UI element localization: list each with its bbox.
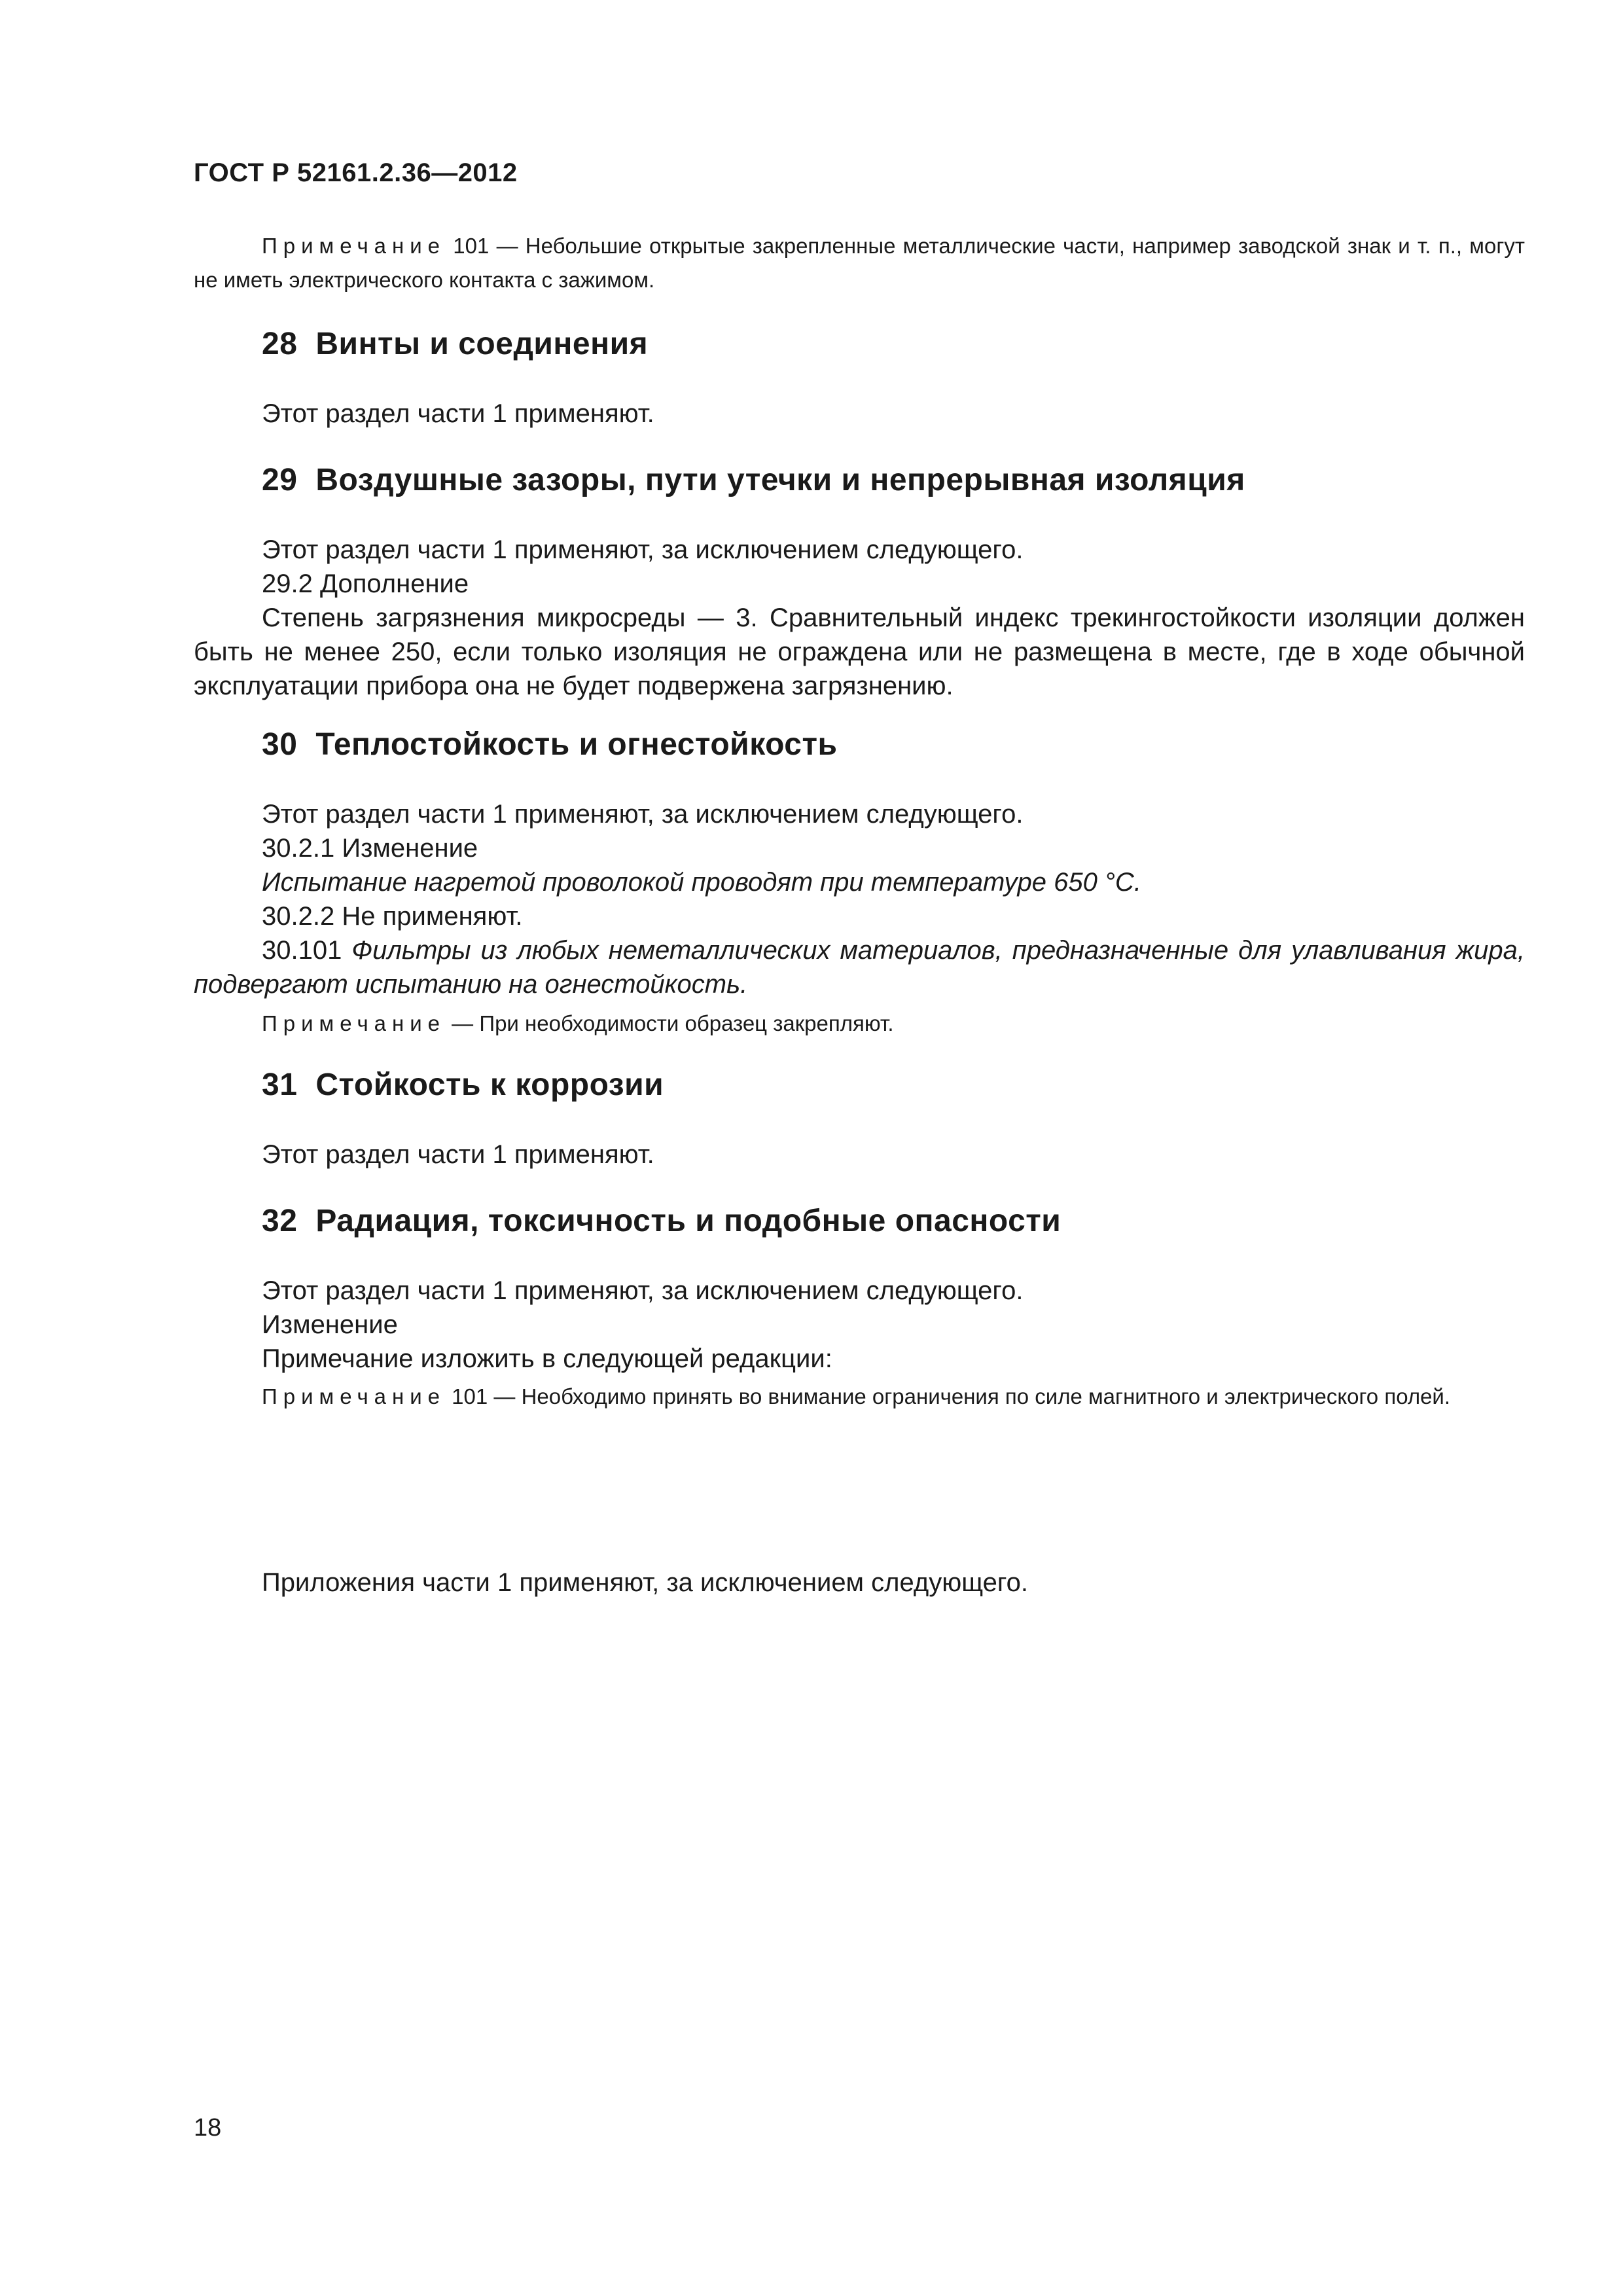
section-number: 30 [262, 727, 298, 762]
appendix-statement: Приложения части 1 применяют, за исключением следующего. [262, 1568, 1028, 1597]
section-32-heading [262, 1203, 1061, 1239]
top-note [194, 229, 1525, 297]
section-30-line-3: Испытание нагретой проволокой проводят при температуре 650 °С. [262, 868, 1141, 897]
note-label: Примечание [262, 234, 446, 258]
note-text: 101 — Необходимо принять во внимание ограничения по силе магнитного и электрического полей. [446, 1384, 1451, 1408]
section-number: 31 [262, 1067, 298, 1102]
section-29-heading [262, 462, 1245, 498]
section-number: 32 [262, 1204, 298, 1238]
note-text: — При необходимости образец закрепляют. [446, 1011, 894, 1035]
section-number: 28 [262, 327, 298, 361]
section-30-line-1: Этот раздел части 1 применяют, за исключением следующего. [262, 800, 1024, 829]
section-29-line-2: 29.2 Дополнение [262, 569, 469, 598]
section-32-note [194, 1380, 1525, 1414]
section-30-line-4: 30.2.2 Не применяют. [262, 902, 523, 931]
section-29-paragraph: Степень загрязнения микросреды — 3. Сравнительный индекс трекингостойкости изоляции должен быть не менее 250, если только изоляция не ограждена или не размещена в месте, где в ходе обычной эксплуатации прибора она не будет подвержена загрязнению. [194, 603, 1525, 700]
section-31-heading [262, 1067, 664, 1103]
section-title: Стойкость к коррозии [315, 1067, 664, 1102]
section-title: Воздушные зазоры, пути утечки и непрерывная изоляция [315, 463, 1245, 497]
section-29-line-1: Этот раздел части 1 применяют, за исключением следующего. [262, 535, 1024, 564]
section-32-line-2: Изменение [262, 1310, 398, 1339]
document-code: ГОСТ Р 52161.2.36—2012 [194, 158, 518, 187]
section-30-heading [262, 726, 837, 762]
note-label: Примечание [262, 1011, 446, 1035]
note-label: Примечание [262, 1384, 446, 1408]
section-28-text: Этот раздел части 1 применяют. [262, 399, 654, 428]
note-text: 101 — Небольшие открытые закрепленные металлические части, например заводской знак и т. п., могут не иметь электрического контакта с зажимом. [194, 234, 1525, 292]
section-31-text: Этот раздел части 1 применяют. [262, 1140, 654, 1169]
section-30-note [194, 1007, 1525, 1041]
page-number: 18 [194, 2114, 222, 2142]
section-30-paragraph [194, 933, 1525, 1001]
clause-text: Фильтры из любых неметаллических материалов, предназначенные для улавливания жира, подвергают испытанию на огнестойкость. [194, 936, 1525, 999]
section-title: Радиация, токсичность и подобные опасности [315, 1204, 1061, 1238]
section-title: Теплостойкость и огнестойкость [315, 727, 838, 762]
section-32-line-1: Этот раздел части 1 применяют, за исключением следующего. [262, 1276, 1024, 1305]
section-32-line-3: Примечание изложить в следующей редакции: [262, 1344, 832, 1373]
section-28-heading [262, 326, 648, 362]
clause-number: 30.101 [262, 936, 352, 965]
section-title: Винты и соединения [315, 327, 649, 361]
section-30-line-2: 30.2.1 Изменение [262, 834, 478, 863]
section-number: 29 [262, 463, 298, 497]
